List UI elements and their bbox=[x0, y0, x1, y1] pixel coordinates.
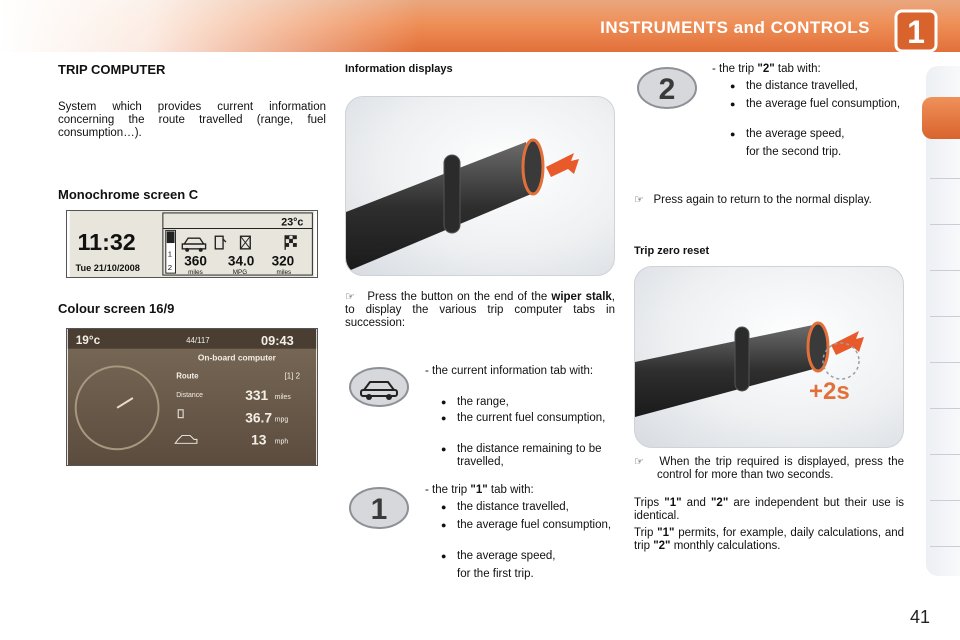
list-item: ● the average speed, bbox=[730, 128, 845, 140]
pointer-icon: ☞ bbox=[634, 193, 644, 206]
wiper-stalk-illustration bbox=[346, 97, 615, 276]
reset-stalk-photo bbox=[634, 266, 904, 448]
colour-screen bbox=[66, 328, 318, 466]
mono-unit: miles bbox=[276, 269, 292, 277]
mono-screen-heading: Monochrome screen C bbox=[58, 187, 199, 202]
colour-panel-title: On-board computer bbox=[197, 352, 276, 363]
mono-distance-value: 320 bbox=[271, 253, 295, 269]
svg-text:2: 2 bbox=[167, 263, 173, 273]
header-fade bbox=[0, 0, 420, 52]
colour-row-value: 36.7 bbox=[245, 410, 273, 426]
wiper-stalk-photo bbox=[345, 96, 615, 276]
monochrome-screen bbox=[66, 210, 318, 278]
trip-2-badge-icon bbox=[636, 66, 698, 110]
press-rest: , to display the various trip computer tabs in succession: bbox=[345, 291, 615, 329]
intro-paragraph: System which provides current information concerning the route travelled (range, fuel consumption…). bbox=[58, 101, 326, 139]
press-again-text: Press again to return to the normal display. bbox=[653, 194, 872, 206]
list-item: ● the current fuel consumption, bbox=[441, 412, 606, 424]
colour-temperature: 19°c bbox=[75, 332, 101, 347]
colour-row-value: 331 bbox=[245, 387, 269, 403]
section-title: TRIP COMPUTER bbox=[58, 62, 166, 77]
list-item: ● the range, bbox=[441, 396, 509, 408]
car-tab-icon bbox=[348, 366, 410, 408]
press-text: Press the button on the end of the bbox=[367, 291, 548, 303]
trip-label: "2" bbox=[757, 63, 775, 75]
list-item: ● the average fuel consumption, bbox=[730, 98, 901, 110]
mono-unit: miles bbox=[188, 269, 203, 277]
colour-row-unit: miles bbox=[274, 393, 291, 401]
page-number: 41 bbox=[910, 607, 931, 627]
reset-paragraph bbox=[634, 455, 904, 482]
mono-unit: MPG bbox=[232, 269, 248, 277]
trip-1-note: for the first trip. bbox=[457, 568, 534, 580]
trip-label: "1" bbox=[470, 484, 488, 496]
colour-row-unit: mph bbox=[274, 438, 289, 446]
trip-prefix: - the trip bbox=[425, 484, 468, 496]
colour-code: 44/117 bbox=[186, 335, 210, 345]
chapter-number: 1 bbox=[907, 14, 925, 50]
mono-mpg-value: 34.0 bbox=[227, 253, 255, 269]
reset-text: When the trip required is displayed, press the control for more than two seconds. bbox=[657, 456, 904, 481]
pointer-icon: ☞ bbox=[345, 290, 355, 303]
trip-1-badge-icon bbox=[348, 486, 410, 530]
trip-suffix: tab with: bbox=[490, 484, 534, 496]
colour-route-label: Route bbox=[176, 371, 199, 381]
trip-usage-paragraph: Trip "1" permits, for example, daily calculations, and trip "2" monthly calculations. bbox=[634, 527, 905, 552]
wiper-stalk-term: wiper stalk bbox=[551, 291, 612, 303]
side-tab-active[interactable] bbox=[922, 97, 960, 139]
press-button-paragraph bbox=[345, 290, 615, 330]
colour-row-label: Distance bbox=[176, 392, 203, 399]
side-tab[interactable] bbox=[930, 500, 960, 501]
trips-independent-paragraph: Trips "1" and "2" are independent but their use is identical. bbox=[634, 497, 905, 522]
mono-temperature: 23°c bbox=[281, 216, 304, 229]
list-item: ● the distance travelled, bbox=[730, 80, 858, 92]
side-tab[interactable] bbox=[930, 546, 960, 547]
trip-prefix: - the trip bbox=[712, 63, 755, 75]
badge-number: 1 bbox=[370, 493, 388, 526]
side-tab[interactable] bbox=[930, 316, 960, 317]
trip-2-note: for the second trip. bbox=[746, 146, 842, 158]
colour-route-tabs: [1] 2 bbox=[284, 371, 300, 381]
trip-zero-reset-heading: Trip zero reset bbox=[634, 245, 710, 257]
list-item: ● the average fuel consumption, bbox=[441, 519, 612, 531]
side-tab[interactable] bbox=[930, 454, 960, 455]
page-header-title: INSTRUMENTS and CONTROLS bbox=[600, 18, 870, 37]
plus-two-seconds-label: +2s bbox=[809, 378, 850, 405]
trip-1-heading bbox=[425, 484, 615, 497]
colour-row-unit: mpg bbox=[274, 416, 289, 424]
pointer-icon: ☞ bbox=[634, 455, 644, 468]
mono-range-value: 360 bbox=[184, 253, 207, 269]
mono-date: Tue 21/10/2008 bbox=[75, 263, 140, 274]
colour-screen-heading: Colour screen 16/9 bbox=[58, 301, 175, 316]
trip-2-heading bbox=[712, 63, 902, 76]
arrow-icon bbox=[546, 153, 579, 177]
trip-suffix: tab with: bbox=[777, 63, 821, 75]
svg-text:1: 1 bbox=[167, 249, 173, 259]
colour-row-value: 13 bbox=[251, 432, 267, 448]
side-tab[interactable] bbox=[930, 224, 960, 225]
list-item: ● the distance travelled, bbox=[441, 501, 569, 513]
chapter-badge bbox=[893, 8, 939, 54]
information-displays-heading: Information displays bbox=[345, 63, 453, 75]
side-tab[interactable] bbox=[930, 270, 960, 271]
badge-number: 2 bbox=[658, 73, 676, 106]
side-tab[interactable] bbox=[930, 408, 960, 409]
side-tab[interactable] bbox=[930, 362, 960, 363]
colour-time: 09:43 bbox=[260, 332, 294, 348]
current-tab-text: - the current information tab with: bbox=[425, 365, 594, 377]
side-tab[interactable] bbox=[930, 178, 960, 179]
press-again-paragraph bbox=[634, 193, 904, 207]
list-item: ● the average speed, bbox=[441, 550, 556, 562]
reset-stalk-illustration bbox=[635, 267, 904, 448]
mono-time: 11:32 bbox=[77, 228, 136, 255]
list-item: ● the distance remaining to be travelled, bbox=[441, 443, 602, 468]
